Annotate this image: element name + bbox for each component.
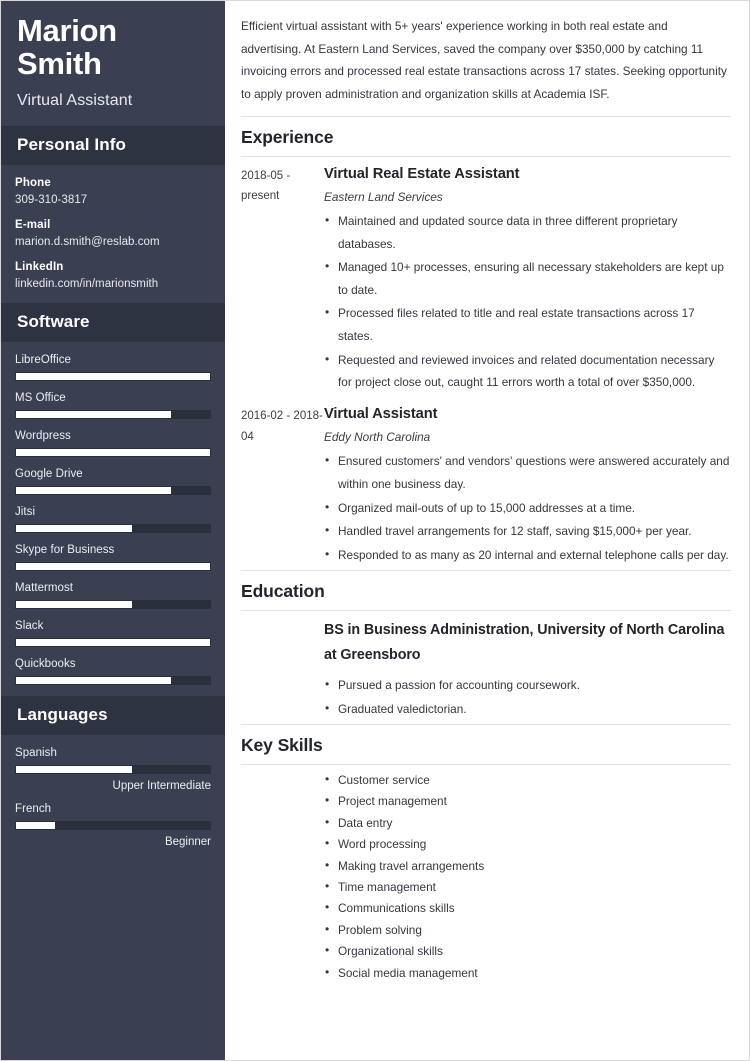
experience-entry [241, 157, 731, 397]
languages-body [1, 735, 225, 848]
skill-item [15, 392, 211, 419]
skill-name: LibreOffice [15, 353, 71, 366]
skill-item [15, 620, 211, 647]
key-skill-item: • Organizational skills [324, 941, 731, 962]
personal-info-heading: Personal Info [1, 126, 225, 165]
skill-bar-track [15, 524, 211, 533]
candidate-name: Marion Smith [17, 13, 117, 81]
key-skill-item: • Word processing [324, 834, 731, 855]
bullet-item: • Graduated valedictorian. [324, 698, 731, 721]
skill-bar-fill [16, 563, 210, 570]
skill-bar-track [15, 448, 211, 457]
skill-bar-fill [16, 639, 210, 646]
bullet-item: • Requested and reviewed invoices and related documentation necessary for project close out, caught 11 errors worth a total of over $350,000. [324, 349, 731, 394]
skill-name: Google Drive [15, 467, 83, 480]
language-bar-track [15, 765, 211, 774]
language-item [15, 747, 211, 792]
skill-bar-track [15, 600, 211, 609]
skill-name: Slack [15, 619, 44, 632]
bullet-item: • Ensured customers' and vendors' questions were answered accurately and within one business day. [324, 450, 731, 495]
languages-heading: Languages [1, 696, 225, 735]
entry-organization: Eastern Land Services [324, 189, 443, 204]
section-title-education: Education [241, 580, 325, 601]
bullet-item: • Managed 10+ processes, ensuring all necessary stakeholders are kept up to date. [324, 256, 731, 301]
skill-bar-fill [16, 411, 171, 418]
contact-label: LinkedIn [15, 260, 64, 273]
skill-name: Quickbooks [15, 657, 76, 670]
language-bar-fill [16, 822, 55, 829]
skill-name: Jitsi [15, 505, 36, 518]
key-skill-item: • Social media management [324, 963, 731, 984]
language-level-label: Upper Intermediate [112, 779, 211, 792]
sidebar [1, 1, 225, 1060]
skill-item [15, 506, 211, 533]
contact-item-linkedin [15, 261, 211, 290]
contact-value-phone[interactable]: 309-310-3817 [15, 193, 88, 206]
skill-bar-track [15, 676, 211, 685]
bullet-item: • Maintained and updated source data in three different proprietary databases. [324, 210, 731, 255]
key-skill-item: • Project management [324, 791, 731, 812]
entry-dates: 2018-05 - present [241, 169, 291, 203]
skill-bar-fill [16, 601, 132, 608]
bullet-item: • Organized mail-outs of up to 15,000 addresses at a time. [324, 497, 731, 520]
skill-item [15, 468, 211, 495]
key-skill-item: • Customer service [324, 770, 731, 791]
contact-label: E-mail [15, 218, 51, 231]
skill-bar-track [15, 372, 211, 381]
language-name: Spanish [15, 746, 57, 759]
key-skills-wrap [241, 765, 731, 985]
key-skill-item: • Time management [324, 877, 731, 898]
skill-item [15, 354, 211, 381]
skill-item [15, 544, 211, 571]
entry-main [324, 164, 731, 395]
entry-title: Virtual Assistant [324, 406, 438, 422]
entry-main [324, 404, 731, 568]
skill-bar-fill [16, 487, 171, 494]
key-skill-item: • Problem solving [324, 920, 731, 941]
language-bar-track [15, 821, 211, 830]
bullet-item: • Handled travel arrangements for 12 staff, saving $15,000+ per year. [324, 520, 731, 543]
skill-bar-track [15, 638, 211, 647]
education-entry [241, 611, 731, 724]
contact-label: Phone [15, 176, 51, 189]
skill-item [15, 582, 211, 609]
skill-bar-track [15, 486, 211, 495]
key-skill-item: • Communications skills [324, 898, 731, 919]
entry-main [324, 618, 731, 722]
professional-summary: Efficient virtual assistant with 5+ years' experience working in both real estate and advertising. At Eastern Land Services, saved the company over $350,000 by catching 11 invoicing errors and processed real estate transactions across 17 states. Seeking opportunity to apply proven administration and organization skills at Academia ISF. [241, 19, 727, 101]
bullet-item: • Responded to as many as 20 internal and external telephone calls per day. [324, 544, 731, 567]
language-item [15, 803, 211, 848]
skill-bar-track [15, 562, 211, 571]
section-title-key-skills: Key Skills [241, 734, 323, 755]
entry-title: Virtual Real Estate Assistant [324, 165, 520, 182]
skill-name: MS Office [15, 391, 66, 404]
skill-bar-fill [16, 373, 210, 380]
identity-block [1, 1, 225, 126]
key-skill-item: • Making travel arrangements [324, 856, 731, 877]
language-bar-fill [16, 766, 132, 773]
experience-entry [241, 397, 731, 570]
skill-name: Skype for Business [15, 543, 115, 556]
entry-organization: Eddy North Carolina [324, 430, 431, 445]
skill-name: Wordpress [15, 429, 71, 442]
skill-bar-fill [16, 449, 210, 456]
bullet-item: • Pursued a passion for accounting coursework. [324, 674, 731, 697]
candidate-job-title: Virtual Assistant [17, 91, 133, 109]
skill-bar-track [15, 410, 211, 419]
education-title: BS in Business Administration, University of North Carolina at Greensboro [324, 621, 725, 663]
section-title-experience: Experience [241, 126, 334, 147]
contact-value-email[interactable]: marion.d.smith@reslab.com [15, 235, 160, 248]
skill-item [15, 658, 211, 685]
skill-bar-fill [16, 677, 171, 684]
language-name: French [15, 802, 52, 815]
contact-item-phone [15, 177, 211, 206]
entry-bullets [324, 210, 731, 394]
software-heading: Software [1, 303, 225, 342]
language-level-label: Beginner [164, 835, 211, 848]
personal-info-body [1, 165, 225, 290]
key-skills-list [324, 770, 731, 985]
key-skill-item: • Data entry [324, 813, 731, 834]
entry-bullets [324, 674, 731, 720]
software-body [1, 342, 225, 685]
entry-dates [241, 618, 324, 722]
entry-bullets [324, 450, 731, 566]
skill-bar-fill [16, 525, 132, 532]
main-content [225, 1, 749, 1060]
bullet-item: • Processed files related to title and real estate transactions across 17 states. [324, 302, 731, 347]
contact-item-email [15, 219, 211, 248]
entry-dates: 2016-02 - 2018-04 [241, 410, 323, 443]
skill-name: Mattermost [15, 581, 74, 594]
skill-item [15, 430, 211, 457]
contact-value-linkedin[interactable]: linkedin.com/in/marionsmith [15, 277, 159, 290]
